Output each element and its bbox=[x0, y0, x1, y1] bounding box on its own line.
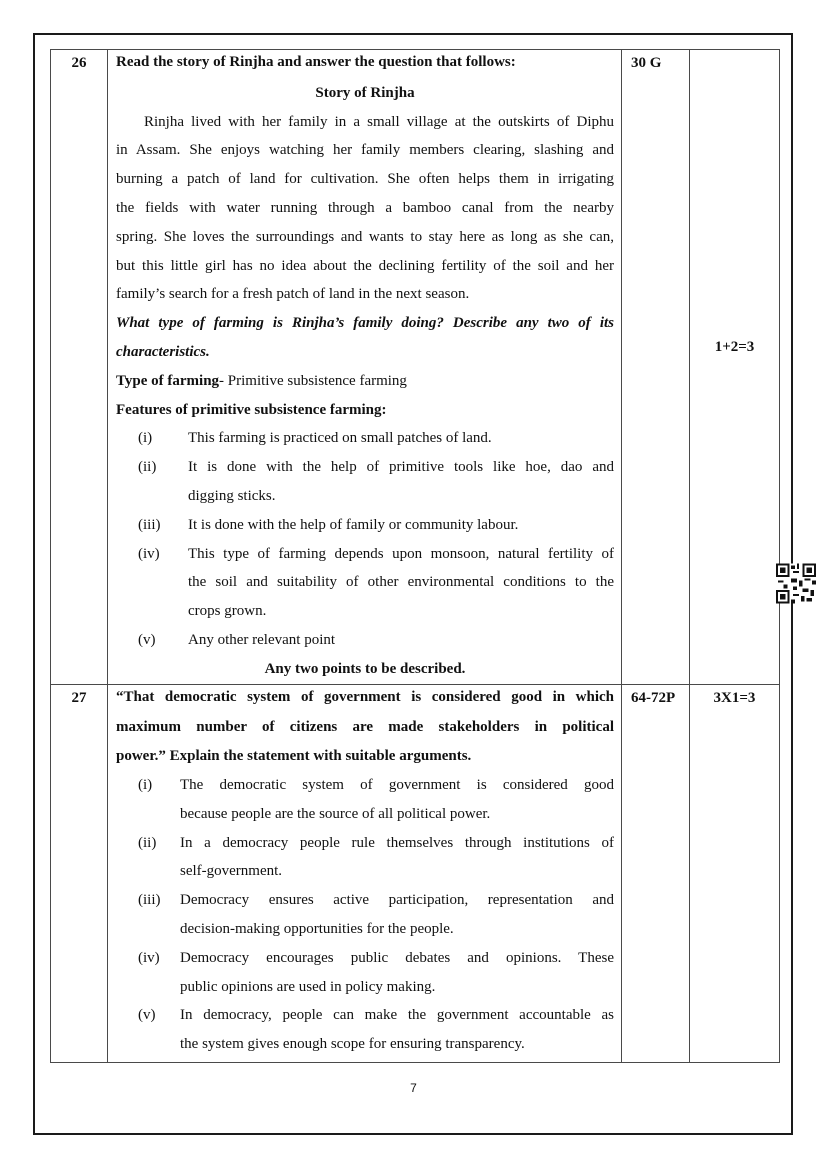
answer-point bbox=[116, 886, 614, 944]
qr-code-icon[interactable] bbox=[776, 563, 816, 604]
marks-distribution: 1+2=3 bbox=[714, 339, 755, 355]
point-text: the soil and suitability of other environmental conditions to the bbox=[188, 574, 614, 591]
point-text: decision-making opportunities for the people. bbox=[180, 920, 454, 937]
marks-distribution: 3X1=3 bbox=[713, 689, 756, 706]
features-heading: Features of primitive subsistence farming: bbox=[116, 401, 387, 418]
point-number: (ii) bbox=[138, 459, 157, 476]
question-statement: “That democratic system of government is considered good in which bbox=[116, 688, 614, 705]
marking-scheme-table bbox=[50, 49, 780, 1063]
answer-point bbox=[116, 453, 614, 511]
story-line: family’s search for a fresh patch of land in the next season. bbox=[116, 286, 470, 303]
point-text: the system gives enough scope for ensuring transparency. bbox=[180, 1036, 525, 1053]
point-text: public opinions are used in policy making. bbox=[180, 978, 436, 995]
question-instruction: Read the story of Rinjha and answer the question that follows: bbox=[116, 54, 516, 70]
point-text: digging sticks. bbox=[188, 487, 276, 504]
story-line: spring. She loves the surroundings and wants to stay here as long as she can, bbox=[116, 228, 614, 245]
question-text: What type of farming is Rinjha’s family doing? Describe any two of its bbox=[116, 315, 614, 332]
point-number: (iii) bbox=[138, 892, 161, 909]
answer-type bbox=[116, 367, 614, 396]
story-title: Story of Rinjha bbox=[315, 84, 415, 101]
point-number: (i) bbox=[138, 776, 153, 793]
marks-cell bbox=[690, 684, 780, 1062]
point-number: (i) bbox=[138, 430, 153, 447]
point-text: This type of farming depends upon monsoon, natural fertility of bbox=[188, 545, 614, 562]
point-number: (iv) bbox=[138, 949, 160, 966]
question-content bbox=[108, 684, 622, 1062]
story-line: in Assam. She enjoys watching her family members clearing, slashing and bbox=[116, 142, 614, 159]
answer-point bbox=[116, 424, 614, 453]
point-text: because people are the source of all political power. bbox=[180, 805, 491, 822]
point-text: It is done with the help of primitive tools like hoe, dao and bbox=[188, 459, 614, 476]
question-number: 27 bbox=[51, 684, 108, 1062]
point-text: crops grown. bbox=[188, 603, 267, 620]
point-text: Any other relevant point bbox=[188, 631, 336, 648]
marks-cell bbox=[690, 50, 780, 685]
point-number: (iv) bbox=[138, 545, 160, 562]
answer-point bbox=[116, 511, 614, 540]
answer-point bbox=[116, 1001, 614, 1059]
question-row-27 bbox=[51, 684, 780, 1062]
story-line: Rinjha lived with her family in a small village at the outskirts of Diphu bbox=[144, 113, 614, 130]
question-content bbox=[108, 50, 622, 685]
point-text: In democracy, people can make the government accountable as bbox=[180, 1007, 614, 1024]
answer-type-value: - Primitive subsistence farming bbox=[219, 372, 407, 389]
point-number: (iii) bbox=[138, 516, 161, 533]
point-text: It is done with the help of family or community labour. bbox=[188, 516, 519, 533]
point-number: (v) bbox=[138, 1007, 156, 1024]
point-number: (v) bbox=[138, 631, 156, 648]
story-line: the fields with water running through a bamboo canal from the nearby bbox=[116, 199, 614, 216]
reference-page: 64-72P bbox=[622, 684, 690, 1062]
answer-point bbox=[116, 540, 614, 626]
answer-point bbox=[116, 829, 614, 887]
point-number: (ii) bbox=[138, 834, 157, 851]
story-text bbox=[116, 108, 614, 310]
question-number: 26 bbox=[51, 50, 108, 685]
answer-point bbox=[116, 944, 614, 1002]
question-text: characteristics. bbox=[116, 343, 210, 360]
question-statement: maximum number of citizens are made stakeholders in political bbox=[116, 719, 614, 736]
page-number: 7 bbox=[410, 1081, 417, 1095]
answer-point bbox=[116, 771, 614, 829]
answer-point bbox=[116, 626, 614, 655]
marking-note: Any two points to be described. bbox=[264, 660, 466, 677]
reference-page: 30 G bbox=[622, 50, 690, 685]
question-statement: power.” Explain the statement with suitable arguments. bbox=[116, 748, 472, 765]
point-text: In a democracy people rule themselves through institutions of bbox=[180, 834, 614, 851]
story-line: but this little girl has no idea about the declining fertility of the soil and her bbox=[116, 257, 614, 274]
question-row-26 bbox=[51, 50, 780, 685]
point-text: Democracy encourages public debates and opinions. These bbox=[180, 949, 614, 966]
story-line: burning a patch of land for cultivation. She often helps them in irrigating bbox=[116, 171, 614, 188]
answer-type-label: Type of farming bbox=[116, 372, 220, 389]
point-text: This farming is practiced on small patches of land. bbox=[188, 430, 492, 447]
point-text: self-government. bbox=[180, 863, 283, 880]
point-text: Democracy ensures active participation, representation and bbox=[180, 892, 614, 909]
point-text: The democratic system of government is considered good bbox=[180, 776, 614, 793]
